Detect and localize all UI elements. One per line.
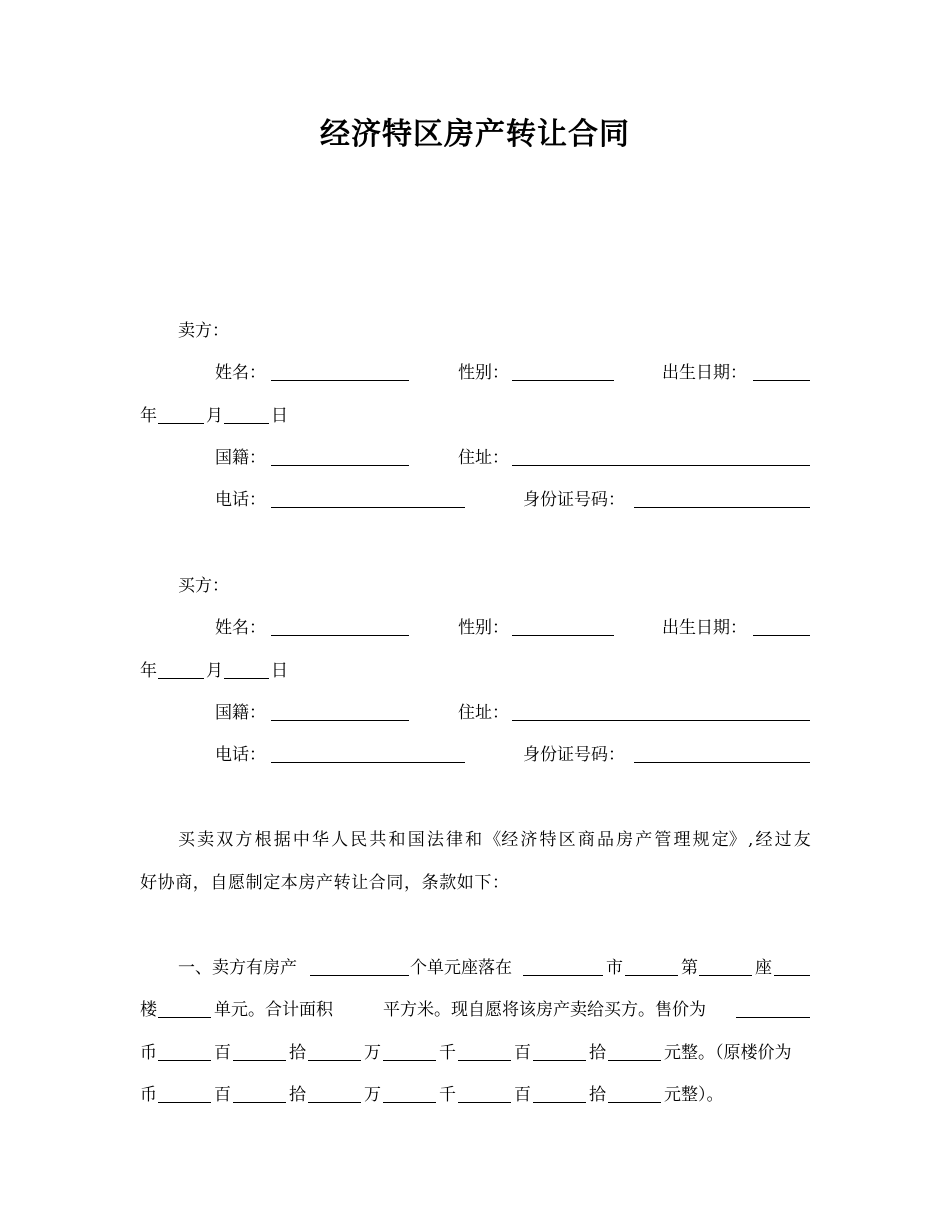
- preamble-char: 民: [350, 830, 368, 850]
- preamble-char: 规: [692, 830, 710, 850]
- seller-id-field[interactable]: [634, 507, 810, 508]
- preamble-char: 理: [673, 830, 691, 850]
- clause1-unit-field[interactable]: [158, 1017, 211, 1018]
- unit-shi-label-2: 拾: [589, 1043, 606, 1063]
- preamble-char: 济: [520, 830, 538, 850]
- seller-birth-field[interactable]: [753, 380, 810, 381]
- buyer-address-label: 住址：: [458, 703, 509, 723]
- orig-price-hundred-million-field[interactable]: [158, 1102, 211, 1103]
- clause1-text-c: 市: [606, 958, 623, 978]
- clause1-text-e: 座: [755, 958, 772, 978]
- buyer-address-field[interactable]: [512, 720, 810, 721]
- price-hundred-field[interactable]: [458, 1060, 511, 1061]
- unit-bai-label: 百: [214, 1043, 231, 1063]
- clause1-text-b: 个单元座落在: [410, 958, 512, 978]
- preamble-char: 中: [292, 830, 310, 850]
- clause1-orig-currency-label: 币: [140, 1085, 157, 1105]
- price-ten-million-field[interactable]: [233, 1060, 286, 1061]
- seller-year-label: 年: [140, 406, 157, 426]
- buyer-month-label: 月: [206, 661, 223, 681]
- preamble-line-1: [178, 828, 811, 852]
- clause1-line4-end: 元整）。: [664, 1085, 724, 1105]
- seller-phone-field[interactable]: [271, 507, 465, 508]
- orig-price-ten-million-field[interactable]: [233, 1102, 286, 1103]
- unit-qian-label: 千: [439, 1043, 456, 1063]
- buyer-name-label: 姓名：: [215, 618, 266, 638]
- preamble-char: 法: [426, 830, 444, 850]
- preamble-char: 方: [235, 830, 253, 850]
- preamble-char: ,: [747, 830, 754, 850]
- preamble-char: 律: [445, 830, 463, 850]
- orig-unit-bai-label: 百: [214, 1085, 231, 1105]
- price-million-field[interactable]: [308, 1060, 361, 1061]
- unit-wan-label: 万: [364, 1043, 381, 1063]
- seller-id-label: 身份证号码：: [523, 490, 625, 510]
- preamble-char: 人: [331, 830, 349, 850]
- preamble-char: 据: [273, 830, 291, 850]
- clause1-line3-end: 元整。（原楼价为: [664, 1043, 792, 1063]
- price-one-field[interactable]: [608, 1060, 661, 1061]
- buyer-year-label: 年: [140, 661, 157, 681]
- seller-month-label: 月: [206, 406, 223, 426]
- orig-price-one-field[interactable]: [608, 1102, 661, 1103]
- price-ten-field[interactable]: [533, 1060, 586, 1061]
- preamble-char: 管: [654, 830, 672, 850]
- buyer-day-label: 日: [271, 661, 288, 681]
- preamble-char: 特: [539, 830, 557, 850]
- preamble-char: 共: [369, 830, 387, 850]
- orig-unit-wan-label: 万: [364, 1085, 381, 1105]
- clause1-price-currency-field[interactable]: [736, 1017, 810, 1018]
- preamble-char: 商: [577, 830, 595, 850]
- orig-unit-bai-label-2: 百: [514, 1085, 531, 1105]
- preamble-char: 品: [596, 830, 614, 850]
- buyer-birth-month-field[interactable]: [224, 678, 269, 679]
- orig-price-thousand-field[interactable]: [383, 1102, 436, 1103]
- seller-nationality-label: 国籍：: [215, 448, 266, 468]
- unit-bai-label-2: 百: [514, 1043, 531, 1063]
- seller-gender-label: 性别：: [458, 363, 509, 383]
- seller-birth-label: 出生日期：: [662, 363, 747, 383]
- orig-unit-shi-label-2: 拾: [589, 1085, 606, 1105]
- preamble-char: 友: [793, 830, 811, 850]
- clause1-text-d: 第: [681, 958, 698, 978]
- buyer-birth-label: 出生日期：: [662, 618, 747, 638]
- preamble-char: 《经: [484, 830, 519, 850]
- preamble-char: 华: [311, 830, 329, 850]
- clause1-text-a: 一、卖方有房产: [178, 958, 297, 978]
- preamble-char: 定》: [711, 830, 746, 850]
- clause1-district-field[interactable]: [625, 975, 678, 976]
- preamble-char: 卖: [197, 830, 215, 850]
- clause1-units-field[interactable]: [310, 975, 409, 976]
- buyer-id-label: 身份证号码：: [523, 745, 625, 765]
- seller-address-label: 住址：: [458, 448, 509, 468]
- clause1-area-label: 单元。合计面积: [214, 1000, 333, 1020]
- preamble-char: 和: [465, 830, 483, 850]
- buyer-phone-label: 电话：: [215, 745, 266, 765]
- seller-heading: 卖方：: [178, 321, 229, 341]
- seller-address-field[interactable]: [512, 465, 810, 466]
- seller-day-label: 日: [271, 406, 288, 426]
- buyer-phone-field[interactable]: [271, 762, 465, 763]
- preamble-char: 经: [755, 830, 773, 850]
- clause1-floor-field[interactable]: [774, 975, 810, 976]
- unit-shi-label: 拾: [289, 1043, 306, 1063]
- buyer-birth-field[interactable]: [753, 635, 810, 636]
- buyer-gender-label: 性别：: [458, 618, 509, 638]
- buyer-gender-field[interactable]: [512, 635, 614, 636]
- orig-unit-shi-label: 拾: [289, 1085, 306, 1105]
- clause1-currency-label: 币: [140, 1043, 157, 1063]
- preamble-char: 和: [388, 830, 406, 850]
- clause1-city-field[interactable]: [523, 975, 603, 976]
- preamble-char: 区: [558, 830, 576, 850]
- preamble-line-2: 好协商，自愿制定本房产转让合同，条款如下：: [140, 873, 510, 893]
- preamble-char: 双: [216, 830, 234, 850]
- orig-price-million-field[interactable]: [308, 1102, 361, 1103]
- clause1-block-field[interactable]: [699, 975, 752, 976]
- orig-unit-qian-label: 千: [439, 1085, 456, 1105]
- preamble-char: 过: [774, 830, 792, 850]
- preamble-char: 产: [635, 830, 653, 850]
- buyer-name-field[interactable]: [271, 635, 409, 636]
- buyer-birth-year-field[interactable]: [158, 678, 204, 679]
- buyer-nationality-field[interactable]: [271, 720, 409, 721]
- preamble-char: 国: [407, 830, 425, 850]
- preamble-char: 房: [616, 830, 634, 850]
- seller-nationality-field[interactable]: [271, 465, 409, 466]
- clause1-floor-label: 楼: [140, 1000, 157, 1020]
- preamble-char: 根: [254, 830, 272, 850]
- seller-birth-month-field[interactable]: [224, 423, 269, 424]
- orig-price-hundred-field[interactable]: [458, 1102, 511, 1103]
- seller-phone-label: 电话：: [215, 490, 266, 510]
- buyer-nationality-label: 国籍：: [215, 703, 266, 723]
- seller-birth-year-field[interactable]: [158, 423, 204, 424]
- clause1-price-label: 平方米。现自愿将该房产卖给买方。售价为: [383, 1000, 706, 1020]
- price-thousand-field[interactable]: [383, 1060, 436, 1061]
- buyer-heading: 买方：: [178, 576, 229, 596]
- seller-name-field[interactable]: [271, 380, 409, 381]
- buyer-id-field[interactable]: [634, 762, 810, 763]
- page-title: 经济特区房产转让合同: [320, 117, 630, 152]
- preamble-char: 买: [178, 830, 195, 850]
- seller-gender-field[interactable]: [512, 380, 614, 381]
- seller-name-label: 姓名：: [215, 363, 266, 383]
- price-hundred-million-field[interactable]: [158, 1060, 211, 1061]
- orig-price-ten-field[interactable]: [533, 1102, 586, 1103]
